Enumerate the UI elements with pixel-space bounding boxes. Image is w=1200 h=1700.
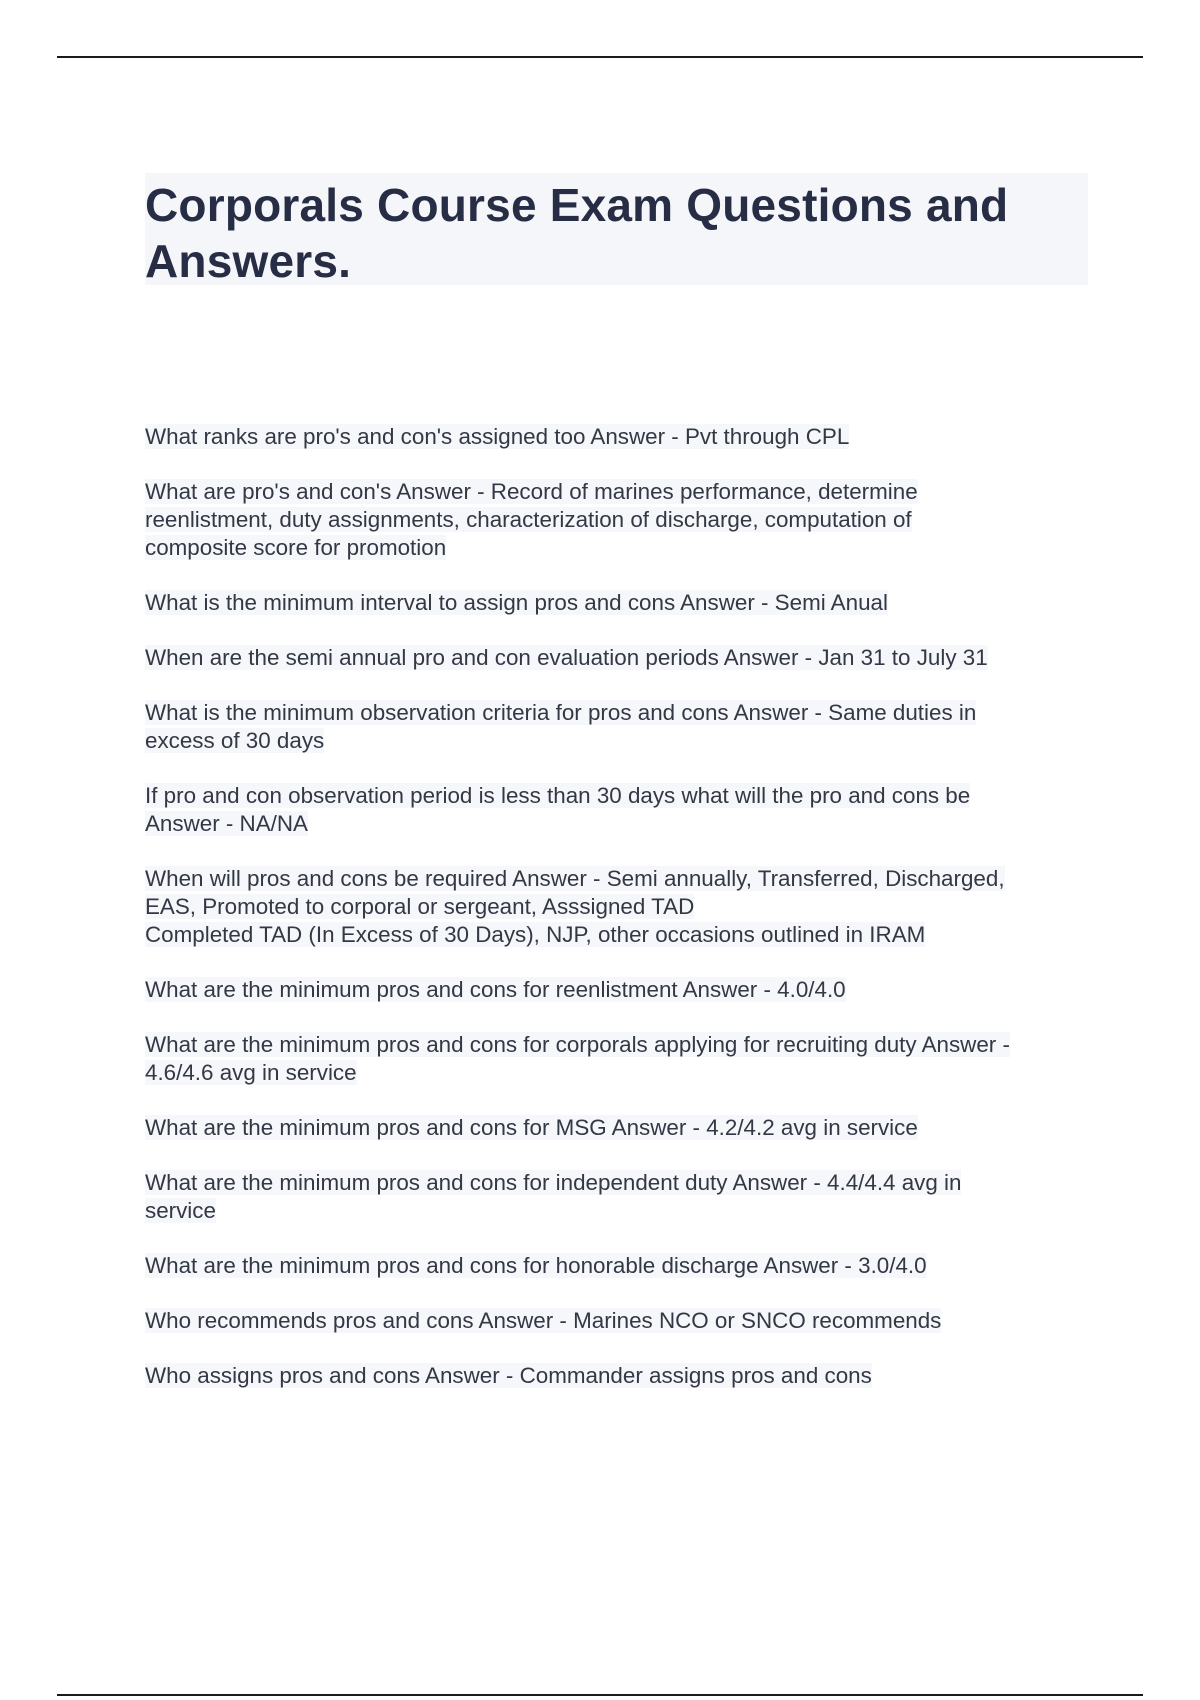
qa-text: What are the minimum pros and cons for reenlistment Answer - 4.0/4.0: [145, 977, 846, 1002]
qa-text: What are the minimum pros and cons for honorable discharge Answer - 3.0/4.0: [145, 1253, 927, 1278]
page-title: Corporals Course Exam Questions and Answers.: [145, 179, 1009, 287]
qa-text: What is the minimum interval to assign pros and cons Answer - Semi Anual: [145, 590, 888, 615]
qa-item-3: [145, 589, 1095, 617]
qa-list: [145, 423, 1095, 1417]
qa-item-12: [145, 1252, 1095, 1280]
title-block: [145, 173, 1088, 285]
qa-item-1: [145, 423, 1095, 451]
qa-item-7: [145, 865, 1095, 949]
qa-item-5: [145, 699, 1095, 755]
qa-item-6: [145, 782, 1095, 838]
qa-text: What are the minimum pros and cons for independent duty Answer - 4.4/4.4 avg in service: [145, 1170, 962, 1223]
qa-item-8: [145, 976, 1095, 1004]
qa-text: When are the semi annual pro and con evaluation periods Answer - Jan 31 to July 31: [145, 645, 988, 670]
qa-item-2: [145, 478, 1095, 562]
qa-text: Who assigns pros and cons Answer - Commander assigns pros and cons: [145, 1363, 872, 1388]
header-rule: [57, 56, 1143, 58]
qa-text: Who recommends pros and cons Answer - Marines NCO or SNCO recommends: [145, 1308, 942, 1333]
qa-text: What are the minimum pros and cons for MSG Answer - 4.2/4.2 avg in service: [145, 1115, 918, 1140]
qa-text: If pro and con observation period is less than 30 days what will the pro and cons be Answer - NA/NA: [145, 783, 971, 836]
qa-text: What ranks are pro's and con's assigned too Answer - Pvt through CPL: [145, 424, 850, 449]
qa-item-4: [145, 644, 1095, 672]
footer-rule: [57, 1694, 1143, 1696]
qa-item-11: [145, 1169, 1095, 1225]
qa-text: What is the minimum observation criteria for pros and cons Answer - Same duties in excess of 30 days: [145, 700, 977, 753]
qa-item-14: [145, 1362, 1095, 1390]
qa-text: When will pros and cons be required Answer - Semi annually, Transferred, Discharged, EAS, Promoted to corporal or sergeant, Asssigned TAD Completed TAD (In Excess of 30 Days), NJP, other occasions outlined in IRAM: [145, 866, 1005, 947]
qa-item-13: [145, 1307, 1095, 1335]
qa-text: What are the minimum pros and cons for corporals applying for recruiting duty Answer - 4.6/4.6 avg in service: [145, 1032, 1010, 1085]
qa-item-10: [145, 1114, 1095, 1142]
qa-text: What are pro's and con's Answer - Record of marines performance, determine reenlistment, duty assignments, characterization of discharge, computation of composite score for promotion: [145, 479, 918, 560]
qa-item-9: [145, 1031, 1095, 1087]
